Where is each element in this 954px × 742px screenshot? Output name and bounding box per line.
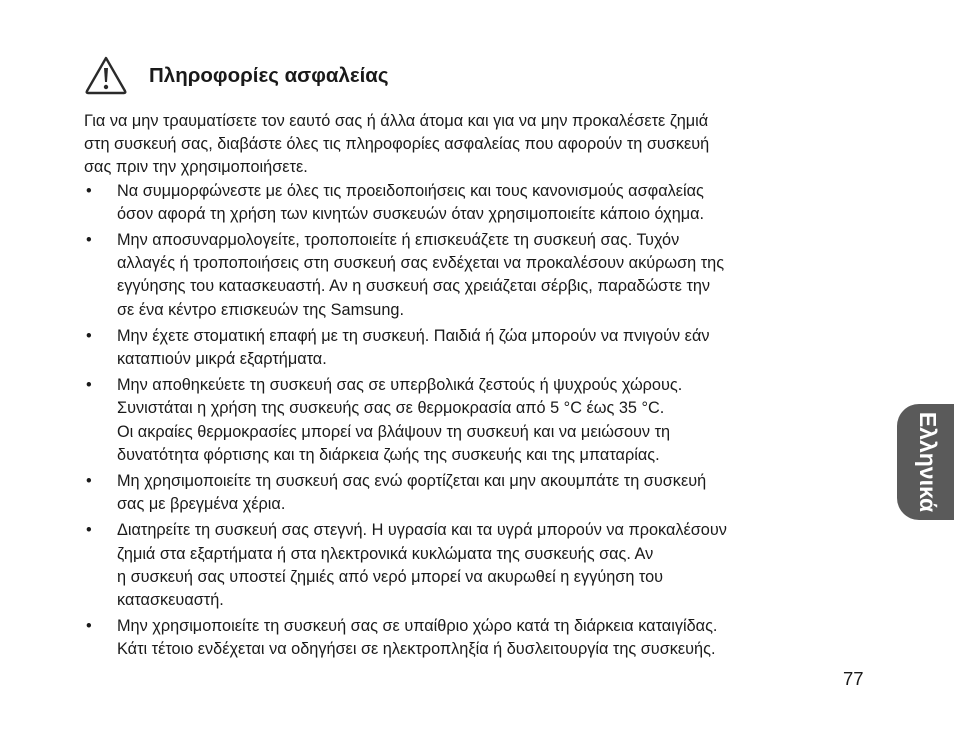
bullet-line: ζημιά στα εξαρτήματα ή στα ηλεκτρονικά κυκλώματα της συσκευής σας. Αν [117,544,654,563]
bullet-line: Διατηρείτε τη συσκευή σας στεγνή. Η υγρασία και τα υγρά μπορούν να προκαλέσουν [117,521,727,540]
bullet-line: η συσκευή σας υποστεί ζημιές από νερό μπορεί να ακυρωθεί η εγγύηση του [117,567,664,586]
bullet-mark: • [86,326,92,345]
bullet-item [84,615,874,661]
bullet-mark: • [86,231,92,250]
safety-bullet-list [84,180,874,662]
intro-line: Για να μην τραυματίσετε τον εαυτό σας ή άλλα άτομα και για να μην προκαλέσετε ζημιά [84,112,709,130]
bullet-line: σας με βρεγμένα χέρια. [117,495,286,514]
intro-line: στη συσκευή σας, διαβάστε όλες τις πληροφορίες ασφαλείας που αφορούν τη συσκευή [84,135,710,154]
bullet-item [84,519,874,612]
safety-content [84,110,874,662]
bullet-line: Οι ακραίες θερμοκρασίες μπορεί να βλάψουν τη συσκευή και να μειώσουν τη [117,422,671,441]
bullet-line: όσον αφορά τη χρήση των κινητών συσκευών όταν χρησιμοποιείτε κάποιο όχημα. [117,204,705,223]
bullet-line: Συνιστάται η χρήση της συσκευής σας σε θερμοκρασία από 5 °C έως 35 °C. [117,399,665,418]
warning-triangle-icon [84,55,128,95]
bullet-mark: • [86,376,92,395]
bullet-mark: • [86,617,92,636]
intro-line: σας πριν την χρησιμοποιήσετε. [84,158,308,177]
language-tab-label: Ελληνικά [915,411,941,513]
bullet-line: Μην αποσυναρμολογείτε, τροποποιείτε ή επισκευάζετε τη συσκευή σας. Τυχόν [117,231,680,250]
bullet-line: Μη χρησιμοποιείτε τη συσκευή σας ενώ φορτίζεται και μην ακουμπάτε τη συσκευή [117,472,707,491]
bullet-line: εγγύησης του κατασκευαστή. Αν η συσκευή σας χρειάζεται σέρβις, παραδώστε την [117,277,711,296]
bullet-item [84,325,874,371]
bullet-item [84,229,874,322]
bullet-item [84,470,874,516]
intro-paragraph [84,110,874,180]
bullet-mark: • [86,472,92,491]
bullet-item [84,374,874,467]
section-title: Πληροφορίες ασφαλείας [149,64,389,87]
bullet-line: Μην αποθηκεύετε τη συσκευή σας σε υπερβολικά ζεστούς ή ψυχρούς χώρους. [117,376,683,395]
bullet-mark: • [86,181,92,200]
bullet-line: καταπιούν μικρά εξαρτήματα. [117,350,327,369]
bullet-mark: • [86,521,92,540]
bullet-line: δυνατότητα φόρτισης και τη διάρκεια ζωής της συσκευής και της μπαταρίας. [117,445,660,464]
bullet-line: Μην χρησιμοποιείτε τη συσκευή σας σε υπαίθριο χώρο κατά τη διάρκεια καταιγίδας. [117,617,718,636]
page-number: 77 [843,668,864,689]
bullet-line: Να συμμορφώνεστε με όλες τις προειδοποιήσεις και τους κανονισμούς ασφαλείας [117,181,704,200]
bullet-line: Μην έχετε στοματική επαφή με τη συσκευή. Παιδιά ή ζώα μπορούν να πνιγούν εάν [117,326,710,345]
bullet-line: κατασκευαστή. [117,591,224,610]
bullet-item [84,180,874,226]
bullet-line: αλλαγές ή τροποποιήσεις στη συσκευή σας ενδέχεται να προκαλέσουν ακύρωση της [117,254,725,273]
bullet-line: σε ένα κέντρο επισκευών της Samsung. [117,300,404,319]
bullet-line: Κάτι τέτοιο ενδέχεται να οδηγήσει σε ηλεκτροπληξία ή δυσλειτουργία της συσκευής. [117,640,716,659]
